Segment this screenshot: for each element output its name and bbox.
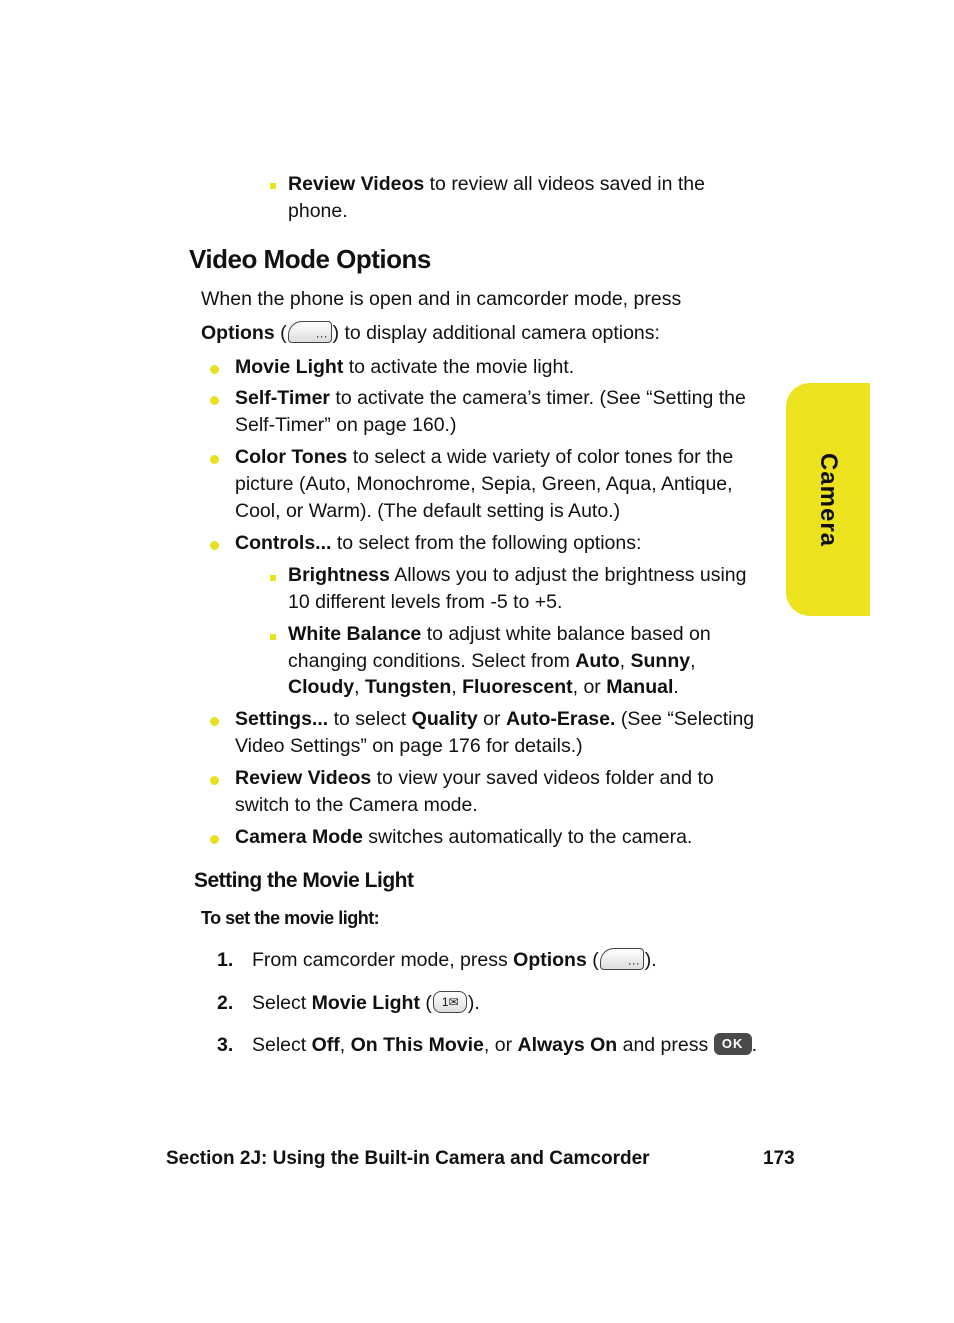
bullet-review-videos-line-2: switch to the Camera mode. — [235, 794, 478, 816]
section-heading: Video Mode Options — [189, 244, 431, 274]
subheading: Setting the Movie Light — [194, 869, 414, 892]
bullet-color-tones-line-1: Color Tones to select a wide variety of color tones for the — [235, 446, 734, 468]
square-bullet-icon — [270, 183, 276, 189]
menu-softkey-icon: ··· — [600, 948, 644, 970]
step-2-number: 2. — [217, 992, 234, 1014]
sub-bullet-white-balance-line-1: White Balance to adjust white balance based on — [288, 623, 711, 645]
options-label: Options — [201, 322, 275, 344]
step-1-text: From camcorder mode, press Options ( ··· ). — [252, 949, 657, 971]
side-tab-label: Camera — [815, 452, 842, 547]
sub-bullet-brightness-line-2: 10 different levels from -5 to +5. — [288, 591, 563, 613]
top-bullet-line-2: phone. — [288, 200, 348, 222]
round-bullet-icon — [210, 776, 219, 785]
ok-key-icon: OK — [714, 1033, 752, 1055]
intro-line-1: When the phone is open and in camcorder mode, press — [201, 288, 682, 310]
square-bullet-icon — [270, 634, 276, 640]
top-bullet-line-1: Review Videos to review all videos saved in the — [288, 173, 705, 195]
procedure-label: To set the movie light: — [201, 908, 380, 928]
sub-bullet-white-balance-line-3: Cloudy, Tungsten, Fluorescent, or Manual. — [288, 676, 679, 698]
bullet-color-tones-line-3: Cool, or Warm). (The default setting is Auto.) — [235, 500, 621, 522]
round-bullet-icon — [210, 396, 219, 405]
round-bullet-icon — [210, 835, 219, 844]
round-bullet-icon — [210, 717, 219, 726]
round-bullet-icon — [210, 541, 219, 550]
bullet-settings-line-2: Video Settings” on page 176 for details.) — [235, 735, 583, 757]
side-tab — [786, 383, 870, 616]
step-3-number: 3. — [217, 1034, 234, 1056]
sub-bullet-white-balance-line-2: changing conditions. Select from Auto, Sunny, — [288, 650, 696, 672]
one-key-icon: 1✉ — [433, 991, 467, 1013]
bullet-controls: Controls... to select from the following options: — [235, 532, 642, 554]
bullet-review-videos-line-1: Review Videos to view your saved videos folder and to — [235, 767, 714, 789]
bullet-self-timer-line-1: Self-Timer to activate the camera’s timer. (See “Setting the — [235, 387, 746, 409]
step-2-text: Select Movie Light ( 1✉ ). — [252, 992, 480, 1014]
intro-line-2: Options ( ··· ) to display additional camera options: — [201, 322, 660, 344]
menu-softkey-icon: ··· — [288, 321, 332, 343]
step-3-text: Select Off, On This Movie, or Always On and press OK . — [252, 1034, 758, 1056]
footer-section-title: Section 2J: Using the Built-in Camera and Camcorder — [166, 1148, 650, 1169]
bullet-self-timer-line-2: Self-Timer” on page 160.) — [235, 414, 457, 436]
round-bullet-icon — [210, 455, 219, 464]
square-bullet-icon — [270, 575, 276, 581]
page-number: 173 — [763, 1148, 795, 1169]
sub-bullet-brightness-line-1: Brightness Allows you to adjust the brightness using — [288, 564, 747, 586]
round-bullet-icon — [210, 365, 219, 374]
bullet-color-tones-line-2: picture (Auto, Monochrome, Sepia, Green, Aqua, Antique, — [235, 473, 733, 495]
step-1-number: 1. — [217, 949, 234, 971]
bullet-camera-mode: Camera Mode switches automatically to the camera. — [235, 826, 693, 848]
bullet-settings-line-1: Settings... to select Quality or Auto-Erase. (See “Selecting — [235, 708, 755, 730]
bullet-movie-light: Movie Light to activate the movie light. — [235, 356, 575, 378]
